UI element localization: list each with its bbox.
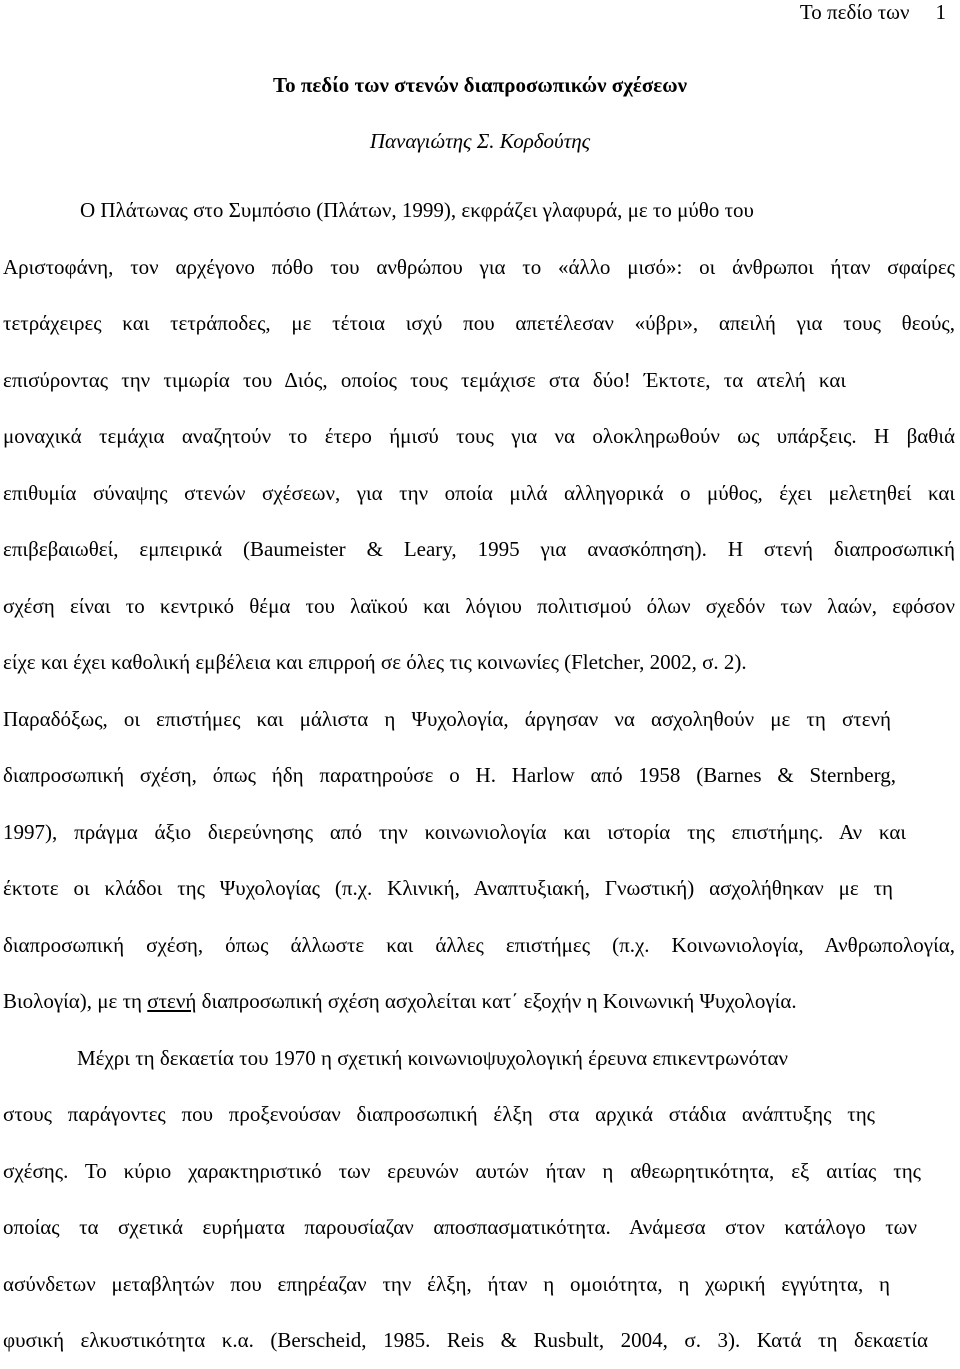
- text-line-1: Ο Πλάτωνας στο Συμπόσιο (Πλάτων, 1999), εκφράζει γλαφυρά, με το μύθο του: [80, 198, 754, 222]
- text-line-12: 1997), πράγμα άξιο διερεύνησης από την κοινωνιολογία και ιστορία της επιστήμης. Αν και: [3, 819, 906, 844]
- text-line-3: τετράχειρες και τετράποδες, με τέτοια ισχύ που απετέλεσαν «ύβρι», απειλή για τους θεούς,: [3, 311, 955, 335]
- paragraph2-line-4: οποίας τα σχετικά ευρήματα παρουσίαζαν αποσπασματικότητα. Ανάμεσα στον κατάλογο των: [3, 1215, 917, 1239]
- text-line-13: έκτοτε οι κλάδοι της Ψυχολογίας (π.χ. Κλινική, Αναπτυξιακή, Γνωστική) ασχολήθηκαν με τη: [3, 876, 893, 900]
- text-line-8: σχέση είναι το κεντρικό θέμα του λαϊκού και λόγιου πολιτισμού όλων σχεδόν των λαών, εφόσον: [3, 593, 955, 618]
- text-line-15: [3, 973, 955, 1030]
- text-line-10: Παραδόξως, οι επιστήμες και μάλιστα η Ψυχολογία, άργησαν να ασχοληθούν με τη στενή: [3, 706, 891, 731]
- page-header: [800, 0, 946, 24]
- text-line-9: είχε και έχει καθολική εμβέλεια και επιρροή σε όλες τις κοινωνίες (Fletcher, 2002, σ. 2).: [3, 650, 747, 674]
- document-title: Το πεδίο των στενών διαπροσωπικών σχέσεων: [272, 73, 687, 97]
- author-name: Παναγιώτης Σ. Κορδούτης: [369, 129, 591, 153]
- text-line-7: επιβεβαιωθεί, εμπειρικά (Baumeister & Leary, 1995 για ανασκόπηση). Η στενή διαπροσωπική: [3, 537, 955, 561]
- text-line-11: διαπροσωπική σχέση, όπως ήδη παρατηρούσε ο H. Harlow από 1958 (Barnes & Sternberg,: [3, 763, 896, 787]
- text-line-5: μοναχικά τεμάχια αναζητούν το έτερο ήμισύ τους για να ολοκληρωθούν ως υπάρξεις. Η βαθιά: [3, 424, 955, 448]
- underlined-word: στενή: [147, 989, 197, 1013]
- paragraph2-line-6: φυσική ελκυστικότητα κ.α. (Berscheid, 1985. Reis & Rusbult, 2004, σ. 3). Κατά τη δεκαετία: [3, 1328, 928, 1352]
- text-line-4: επισύροντας την τιμωρία του Διός, οποίος τους τεμάχισε στα δύο! Έκτοτε, τα ατελή και: [3, 367, 846, 392]
- running-title: Το πεδίο των: [799, 0, 910, 24]
- paragraph2-line-2: στους παράγοντες που προξενούσαν διαπροσωπική έλξη στα αρχικά στάδια ανάπτυξης της: [3, 1102, 875, 1126]
- text-line-2: Αριστοφάνη, τον αρχέγονο πόθο του ανθρώπου για το «άλλο μισό»: οι άνθρωποι ήταν σφαίρες: [3, 254, 955, 279]
- page-number: 1: [935, 0, 946, 24]
- text-line-15-start: Βιολογία), με τη: [3, 989, 148, 1013]
- paragraph2-line-1: Μέχρι τη δεκαετία του 1970 η σχετική κοινωνιοψυχολογική έρευνα επικεντρωνόταν: [77, 1045, 789, 1070]
- paragraph2-line-3: σχέσης. Το κύριο χαρακτηριστικό των ερευνών αυτών ήταν η αθεωρητικότητα, εξ αιτίας της: [3, 1158, 921, 1183]
- text-line-14: διαπροσωπική σχέση, όπως άλλωστε και άλλες επιστήμες (π.χ. Κοινωνιολογία, Ανθρωπολογία,: [3, 932, 955, 957]
- text-line-15-end: διαπροσωπική σχέση ασχολείται κατ΄ εξοχήν η Κοινωνική Ψυχολογία.: [196, 989, 797, 1013]
- paragraph2-line-5: ασύνδετων μεταβλητών που επηρέαζαν την έλξη, ήταν η ομοιότητα, η χωρική εγγύτητα, η: [3, 1271, 890, 1296]
- body-text: [3, 182, 955, 1369]
- text-line-6: επιθυμία σύναψης στενών σχέσεων, για την οποία μιλά αλληγορικά ο μύθος, έχει μελετηθεί και: [3, 480, 955, 505]
